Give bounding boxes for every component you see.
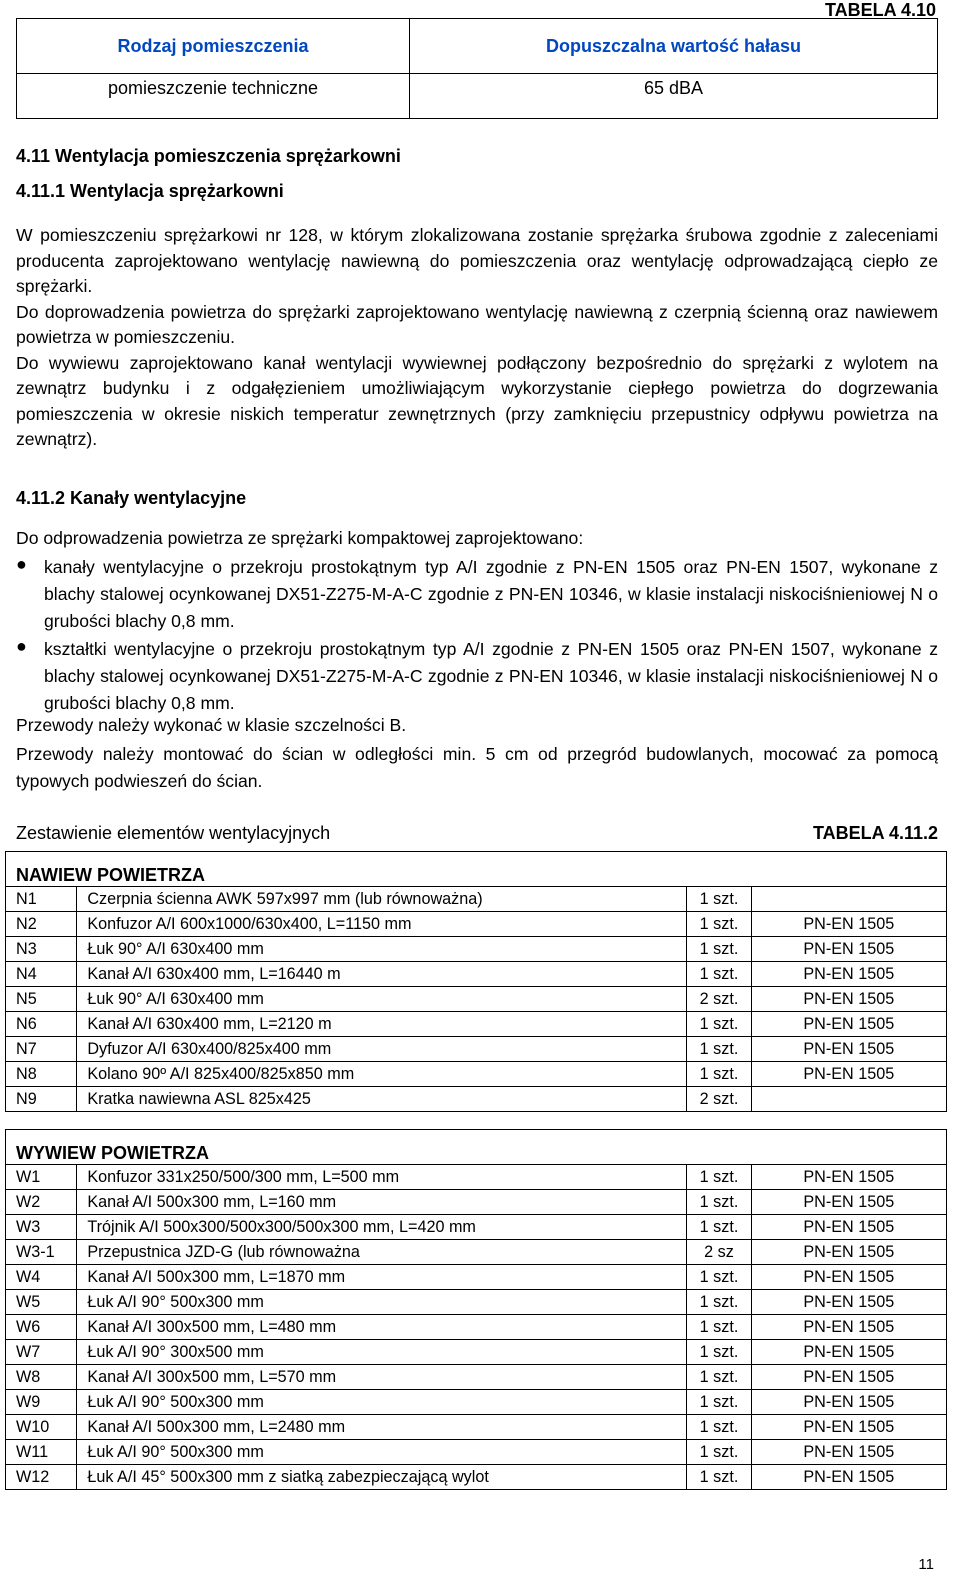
cell-quantity: 1 szt. <box>687 1215 751 1240</box>
cell-standard: PN-EN 1505 <box>751 1365 946 1390</box>
cell-standard: PN-EN 1505 <box>751 987 946 1012</box>
cell-symbol: N5 <box>6 987 77 1012</box>
cell-standard: PN-EN 1505 <box>751 1215 946 1240</box>
cell-symbol: W12 <box>6 1465 77 1490</box>
cell-quantity: 1 szt. <box>687 1465 751 1490</box>
cell-quantity: 1 szt. <box>687 1340 751 1365</box>
table-row <box>6 937 947 962</box>
cell-symbol: W9 <box>6 1390 77 1415</box>
page-number: 11 <box>918 1556 934 1573</box>
cell-symbol: W2 <box>6 1190 77 1215</box>
cell-quantity: 1 szt. <box>687 1037 751 1062</box>
cell-quantity: 1 szt. <box>687 1190 751 1215</box>
note-1: Przewody należy wykonać w klasie szczelności B. <box>16 715 407 735</box>
table-row <box>6 1340 947 1365</box>
header-noise-limit: Dopuszczalna wartość hałasu <box>410 19 938 74</box>
cell-standard: PN-EN 1505 <box>751 1165 946 1190</box>
cell-symbol: N9 <box>6 1087 77 1112</box>
bullet-item: kształtki wentylacyjne o przekroju prostokątnym typ A/I zgodnie z PN-EN 1505 oraz PN-EN 1507, wykonane z blachy stalowej ocynkowanej DX51-Z275-M-A-C zgodnie z PN-EN 10346, w klasie instalacji niskociśnieniowej N o grubości blachy 0,8 mm. <box>44 639 938 713</box>
cell-description: Łuk A/I 90° 500x300 mm <box>77 1290 687 1315</box>
table-row <box>6 1087 947 1112</box>
table-row <box>6 1290 947 1315</box>
cell-quantity: 1 szt. <box>687 1265 751 1290</box>
elements-title: Zestawienie elementów wentylacyjnych <box>16 823 331 843</box>
subsection-2-heading: 4.11.2 Kanały wentylacyjne <box>16 488 247 508</box>
cell-standard: PN-EN 1505 <box>751 962 946 987</box>
cell-description: Dyfuzor A/I 630x400/825x400 mm <box>77 1037 687 1062</box>
cell-description: Kanał A/I 630x400 mm, L=16440 m <box>77 962 687 987</box>
cell-description: Łuk A/I 90° 300x500 mm <box>77 1340 687 1365</box>
table-row <box>6 1215 947 1240</box>
bullet-icon: ● <box>16 636 27 656</box>
cell-symbol: N6 <box>6 1012 77 1037</box>
cell-standard: PN-EN 1505 <box>751 1240 946 1265</box>
cell-standard: PN-EN 1505 <box>751 1440 946 1465</box>
cell-symbol: N1 <box>6 887 77 912</box>
table-row <box>6 1365 947 1390</box>
exhaust-section-heading-label: WYWIEW POWIETRZA <box>6 1130 947 1165</box>
table-row <box>6 1440 947 1465</box>
cell-symbol: W5 <box>6 1290 77 1315</box>
paragraph: Do doprowadzenia powietrza do sprężarki zaprojektowano wentylację nawiewną z czerpnią ścienną oraz nawiewem powietrza w pomieszczeniu. <box>16 301 938 347</box>
cell-description: Kanał A/I 300x500 mm, L=570 mm <box>77 1365 687 1390</box>
cell-description: Czerpnia ścienna AWK 597x997 mm (lub równoważna) <box>77 887 687 912</box>
paragraph: Do wywiewu zaprojektowano kanał wentylacji wywiewnej podłączony bezpośrednio do sprężarki z wylotem na zewnątrz budynku i z odgałęzieniem umożliwiającym wykorzystanie ciepłego powietrza do dogrzewania pomieszczenia w okresie niskich temperatur zewnętrznych (przy zamknięciu przepustnicy odpływu powietrza na zewnątrz). <box>16 352 938 449</box>
subsection-1-heading: 4.11.1 Wentylacja sprężarkowni <box>16 181 284 201</box>
cell-symbol: W7 <box>6 1340 77 1365</box>
table-row <box>6 1012 947 1037</box>
table-row <box>6 962 947 987</box>
subsection-2-intro: Do odprowadzenia powietrza ze sprężarki kompaktowej zaprojektowano: <box>16 528 584 548</box>
cell-quantity: 2 szt. <box>687 987 751 1012</box>
elements-table-label: TABELA 4.11.2 <box>812 823 938 843</box>
cell-standard: PN-EN 1505 <box>751 1315 946 1340</box>
cell-quantity: 1 szt. <box>687 937 751 962</box>
cell-standard: PN-EN 1505 <box>751 1012 946 1037</box>
cell-quantity: 2 szt. <box>687 1087 751 1112</box>
cell-standard: PN-EN 1505 <box>751 1190 946 1215</box>
cell-standard: PN-EN 1505 <box>751 1465 946 1490</box>
cell-symbol: W8 <box>6 1365 77 1390</box>
table-row <box>6 1062 947 1087</box>
cell-standard: PN-EN 1505 <box>751 1340 946 1365</box>
cell-standard: PN-EN 1505 <box>751 1415 946 1440</box>
cell-symbol: N4 <box>6 962 77 987</box>
table-row <box>6 887 947 912</box>
table-row <box>6 1465 947 1490</box>
cell-symbol: N2 <box>6 912 77 937</box>
cell-standard: PN-EN 1505 <box>751 1062 946 1087</box>
cell-description: Konfuzor 331x250/500/300 mm, L=500 mm <box>77 1165 687 1190</box>
section-spacer <box>6 1112 947 1130</box>
cell-standard <box>751 887 946 912</box>
cell-quantity: 1 szt. <box>687 887 751 912</box>
spacer-cell <box>6 1112 947 1130</box>
cell-quantity: 1 szt. <box>687 1415 751 1440</box>
table-row <box>6 1315 947 1340</box>
cell-symbol: W3-1 <box>6 1240 77 1265</box>
cell-symbol: W4 <box>6 1265 77 1290</box>
cell-standard <box>751 1087 946 1112</box>
cell-description: Kanał A/I 630x400 mm, L=2120 m <box>77 1012 687 1037</box>
paragraph: W pomieszczeniu sprężarkowi nr 128, w którym zlokalizowana zostanie sprężarka śrubowa zgodnie z zaleceniami producenta zaprojektowano wentylację nawiewną do pomieszczenia oraz wentylację odprowadzającą ciepło ze sprężarki. <box>16 225 938 296</box>
cell-description: Trójnik A/I 500x300/500x300/500x300 mm, L=420 mm <box>77 1215 687 1240</box>
cell-description: Łuk 90° A/I 630x400 mm <box>77 937 687 962</box>
cell-quantity: 1 szt. <box>687 1315 751 1340</box>
cell-description: Przepustnica JZD-G (lub równoważna <box>77 1240 687 1265</box>
cell-noise-limit: 65 dBA <box>410 74 938 119</box>
cell-quantity: 1 szt. <box>687 962 751 987</box>
table-row <box>6 912 947 937</box>
table-row <box>6 1415 947 1440</box>
cell-description: Kanał A/I 500x300 mm, L=1870 mm <box>77 1265 687 1290</box>
table-row <box>6 1165 947 1190</box>
cell-quantity: 1 szt. <box>687 1390 751 1415</box>
cell-symbol: N8 <box>6 1062 77 1087</box>
cell-symbol: W11 <box>6 1440 77 1465</box>
table-row <box>6 1265 947 1290</box>
cell-quantity: 1 szt. <box>687 1165 751 1190</box>
cell-quantity: 2 sz <box>687 1240 751 1265</box>
subsection-1-body <box>16 223 938 453</box>
table-label-top: TABELA 4.10 <box>824 0 936 20</box>
cell-quantity: 1 szt. <box>687 1012 751 1037</box>
table-row <box>6 987 947 1012</box>
cell-quantity: 1 szt. <box>687 1365 751 1390</box>
cell-symbol: W10 <box>6 1415 77 1440</box>
cell-room-type: pomieszczenie techniczne <box>17 74 410 119</box>
cell-quantity: 1 szt. <box>687 1062 751 1087</box>
cell-description: Łuk A/I 90° 500x300 mm <box>77 1440 687 1465</box>
cell-description: Kanał A/I 300x500 mm, L=480 mm <box>77 1315 687 1340</box>
cell-description: Łuk 90° A/I 630x400 mm <box>77 987 687 1012</box>
section-heading: 4.11 Wentylacja pomieszczenia sprężarkowni <box>16 146 401 166</box>
cell-description: Łuk A/I 90° 500x300 mm <box>77 1390 687 1415</box>
cell-symbol: N7 <box>6 1037 77 1062</box>
noise-table <box>16 18 938 119</box>
supply-section-heading <box>6 852 947 887</box>
cell-symbol: W3 <box>6 1215 77 1240</box>
cell-quantity: 1 szt. <box>687 1290 751 1315</box>
note-2: Przewody należy montować do ścian w odległości min. 5 cm od przegród budowlanych, mocować za pomocą typowych podwieszeń do ścian. <box>16 744 938 791</box>
cell-quantity: 1 szt. <box>687 1440 751 1465</box>
bullet-icon: ● <box>16 554 27 574</box>
cell-standard: PN-EN 1505 <box>751 1290 946 1315</box>
cell-standard: PN-EN 1505 <box>751 912 946 937</box>
table-row <box>6 1240 947 1265</box>
table-row <box>6 1037 947 1062</box>
cell-symbol: W6 <box>6 1315 77 1340</box>
header-room-type: Rodzaj pomieszczenia <box>17 19 410 74</box>
cell-symbol: N3 <box>6 937 77 962</box>
cell-standard: PN-EN 1505 <box>751 1037 946 1062</box>
cell-standard: PN-EN 1505 <box>751 937 946 962</box>
cell-symbol: W1 <box>6 1165 77 1190</box>
cell-standard: PN-EN 1505 <box>751 1390 946 1415</box>
exhaust-section-heading <box>6 1130 947 1165</box>
cell-description: Kanał A/I 500x300 mm, L=2480 mm <box>77 1415 687 1440</box>
table-row <box>6 1390 947 1415</box>
cell-description: Kolano 90º A/I 825x400/825x850 mm <box>77 1062 687 1087</box>
table-row <box>6 1190 947 1215</box>
cell-description: Konfuzor A/I 600x1000/630x400, L=1150 mm <box>77 912 687 937</box>
cell-description: Kanał A/I 500x300 mm, L=160 mm <box>77 1190 687 1215</box>
cell-description: Kratka nawiewna ASL 825x425 <box>77 1087 687 1112</box>
cell-standard: PN-EN 1505 <box>751 1265 946 1290</box>
bullet-item: kanały wentylacyjne o przekroju prostokątnym typ A/I zgodnie z PN-EN 1505 oraz PN-EN 1507, wykonane z blachy stalowej ocynkowanej DX51-Z275-M-A-C zgodnie z PN-EN 10346, w klasie instalacji niskociśnieniowej N o grubości blachy 0,8 mm. <box>44 557 938 631</box>
supply-section-heading-label: NAWIEW POWIETRZA <box>6 852 947 887</box>
elements-table <box>5 851 947 1490</box>
cell-description: Łuk A/I 45° 500x300 mm z siatką zabezpieczającą wylot <box>77 1465 687 1490</box>
cell-quantity: 1 szt. <box>687 912 751 937</box>
